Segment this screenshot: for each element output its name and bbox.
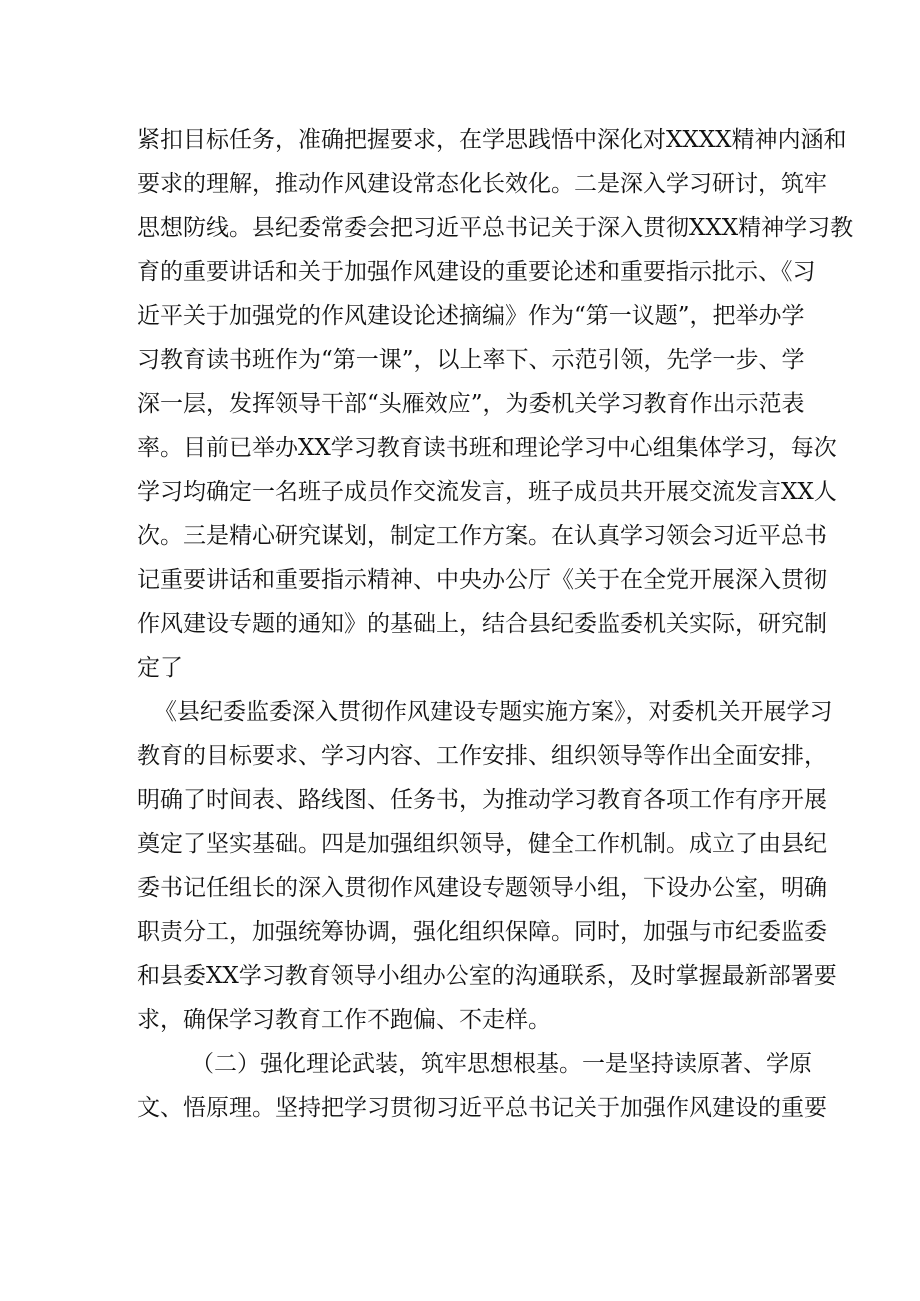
text-line: 育的重要讲话和关于加强作风建设的重要论述和重要指示批示、《习 — [137, 259, 816, 285]
text-line: 求，确保学习教育工作不跑偏、不走样。 — [137, 1007, 551, 1033]
text-line: 定了 — [137, 655, 183, 681]
text-line: 深一层，发挥领导干部“头雁效应”，为委机关学习教育作出示范表 — [137, 391, 805, 417]
text-line: 记重要讲话和重要指示精神、中央办公厅《关于在全党开展深入贯彻 — [137, 567, 827, 593]
text-line: 习教育读书班作为“第一课”，以上率下、示范引领，先学一步、学 — [137, 347, 805, 373]
text-line: 作风建设专题的通知》的基础上，结合县纪委监委机关实际，研究制 — [137, 611, 827, 637]
text-line: 职责分工，加强统筹协调，强化组织保障。同时，加强与市纪委监委 — [137, 919, 827, 945]
text-line: 学习均确定一名班子成员作交流发言，班子成员共开展交流发言XX人 — [137, 479, 837, 505]
text-line: 《县纪委监委深入贯彻作风建设专题实施方案》，对委机关开展学习 — [154, 699, 833, 725]
text-line: 委书记任组长的深入贯彻作风建设专题领导小组，下设办公室，明确 — [137, 875, 827, 901]
text-line: 要求的理解，推动作风建设常态化长效化。二是深入学习研讨，筑牢 — [137, 171, 827, 197]
section-heading-line: （二）强化理论武装，筑牢思想根基。一是坚持读原著、学原 — [191, 1051, 812, 1077]
text-line: 文、悟原理。坚持把学习贯彻习近平总书记关于加强作风建设的重要 — [137, 1095, 827, 1121]
text-line: 思想防线。县纪委常委会把习近平总书记关于深入贯彻XXX精神学习教 — [137, 215, 854, 241]
text-line: 率。目前已举办XX学习教育读书班和理论学习中心组集体学习，每次 — [137, 435, 837, 461]
text-line: 奠定了坚实基础。四是加强组织领导，健全工作机制。成立了由县纪 — [137, 831, 827, 857]
text-line: 次。三是精心研究谋划，制定工作方案。在认真学习领会习近平总书 — [137, 523, 827, 549]
text-line: 和县委XX学习教育领导小组办公室的沟通联系，及时掌握最新部署要 — [137, 963, 837, 989]
text-line: 明确了时间表、路线图、任务书，为推动学习教育各项工作有序开展 — [137, 787, 827, 813]
text-line: 教育的目标要求、学习内容、工作安排、组织领导等作出全面安排， — [137, 743, 827, 769]
text-line: 近平关于加强党的作风建设论述摘编》作为“第一议题”，把举办学 — [137, 303, 805, 329]
text-line: 紧扣目标任务，准确把握要求，在学思践悟中深化对XXXX精神内涵和 — [137, 127, 847, 153]
